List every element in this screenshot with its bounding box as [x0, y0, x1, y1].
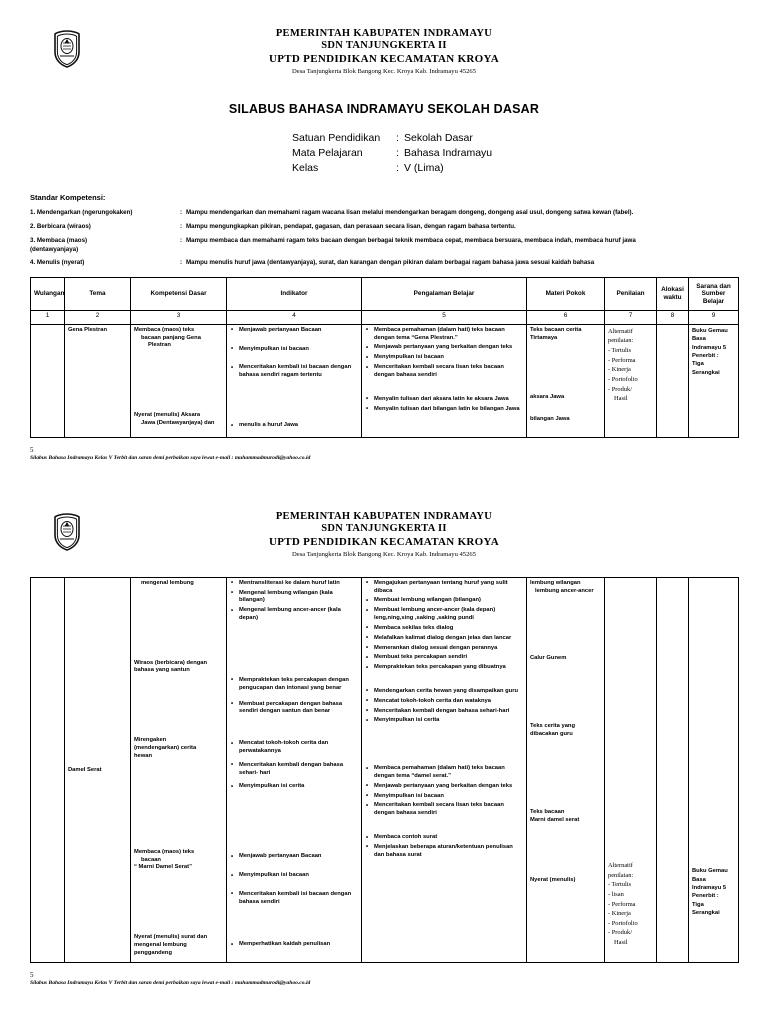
letterhead-address: Desa Tanjungkerta Blok Bangong Kec. Kroya Kab. Indramayu 45265 [292, 550, 476, 558]
pengalaman-list-4 [365, 834, 523, 859]
meta-row-mata-pelajaran [292, 146, 738, 161]
column-number: 1 [31, 310, 65, 324]
list-item: • Memerankan dialog sesuai dengan perannya [365, 645, 523, 653]
cell-materi-pokok [527, 577, 605, 962]
letterhead-line-3: UPTD PENDIDIKAN KECAMATAN KROYA [268, 52, 500, 65]
penilaian-list [608, 880, 653, 947]
letterhead-line-1: PEMERINTAH KABUPATEN INDRAMAYU [275, 510, 493, 522]
letterhead-line-1: PEMERINTAH KABUPATEN INDRAMAYU [275, 28, 493, 39]
list-item: • Membuat teks percakapan sendiri [365, 654, 523, 662]
list-item: • Menjawab pertanyaan yang berkaitan dengan teks [365, 344, 523, 352]
kd-line: Wiraos (berbicara) dengan [134, 659, 208, 666]
column-header-sarana-sumber-belajar: Sarana dan Sumber Belajar [689, 277, 739, 310]
indikator-list-4 [230, 853, 358, 906]
sk-description: Mampu menulis huruf jawa (dentawyanjaya), surat, dan karangan dengan pikiran dalam berbagai ragam bahasa jawa sesuai kaidah bahasa [186, 258, 595, 266]
kd-block [134, 849, 223, 872]
cell-tema [65, 577, 131, 962]
sarana-line: Buku Gemau [692, 327, 728, 334]
pengalaman-list-3 [365, 765, 523, 818]
sk-sub-note: (dentawyanjaya) [30, 245, 79, 253]
penilaian-item: - Kinerja [608, 366, 631, 374]
list-item: • Mencatat tokoh-tokoh cerita dan wataknya [365, 698, 523, 706]
column-number: 4 [227, 310, 362, 324]
list-item: • Melafalkan kalimat dialog dengan jelas dan lancar [365, 635, 523, 643]
footer-note: Silabus Bahasa Indramayu Kelas V Terbit dan saran demi perbaikan saya lewat e-mail : muhammadmurodi@yahoo.co.id [30, 454, 311, 461]
kd-line: mengenal lembung [134, 941, 187, 948]
column-header-penilaian: Penilaian [605, 277, 657, 310]
sk-separator: : [180, 222, 183, 230]
letterhead-page-2 [30, 511, 738, 563]
kd-line: Membaca (maos) teks [134, 848, 195, 855]
penilaian-item: Hasil [614, 938, 628, 946]
list-item: • Menceritakan kembali isi bacaan dengan bahasa sendiri ragam tertentu [230, 364, 358, 380]
meta-label: Satuan Pendidikan [292, 131, 381, 144]
list-item: • Mencatat tokoh-tokoh cerita dan perwatakannya [230, 740, 358, 756]
sarana-line: Serangkai [692, 369, 720, 376]
indikator-spacer [230, 911, 358, 941]
penilaian-item: - lisan [608, 890, 624, 898]
sarana-line: Buku Gemau [692, 868, 728, 875]
cell-pengalaman-belajar [362, 324, 527, 437]
list-item: • Membaca contoh surat [365, 834, 523, 842]
list-item: • Mempraktekan teks percakapan dengan pengucapan dan intonasi yang benar [230, 677, 358, 693]
pengalaman-spacer [365, 727, 523, 765]
list-item: • Mengenal lembung ancer-ancer (kala depan) [230, 607, 358, 623]
kd-line: Jawa (Dentawyanjaya) dan [141, 420, 215, 427]
list-item: • Menyalin tulisan dari bilangan latin ke bilangan Jawa [365, 406, 523, 414]
sarana-line: Indramayu 5 [692, 885, 727, 892]
column-number: 5 [362, 310, 527, 324]
list-item: • Menyimpulkan isi cerita [365, 717, 523, 725]
materi-line: Calur Gunem [530, 655, 567, 662]
kd-line: Mirengaken [134, 737, 167, 744]
indikator-spacer [230, 793, 358, 853]
meta-separator: : [396, 162, 399, 175]
cell-materi-pokok [527, 324, 605, 437]
kd-line: bacaan panjang Gena [141, 334, 201, 341]
list-item: • Menjawab pertanyaan yang berkaitan dengan teks [365, 783, 523, 791]
materi-line: aksara Jawa [530, 394, 565, 401]
cell-kompetensi-dasar [131, 324, 227, 437]
table-number-row [31, 310, 739, 324]
materi-spacer [530, 663, 601, 723]
kd-spacer [134, 590, 223, 660]
sarana-line: Penerbit : [692, 353, 719, 360]
kd-block [134, 580, 223, 588]
penilaian-heading-line: penilaian: [608, 871, 634, 879]
penilaian-heading-line: Alternatif [608, 327, 633, 335]
list-item: • Menyimpulkan isi bacaan [230, 872, 358, 880]
footer-page-number: 5 [30, 445, 34, 454]
list-item: • Mengajukan pertanyaan tentang huruf yang sulit dibaca [365, 580, 523, 596]
standar-kompetensi-title: Standar Kompetensi: [30, 192, 106, 202]
list-item: • Menyalin tulisan dari aksara latin ke aksara Jawa [365, 396, 523, 404]
letterhead-line-3: UPTD PENDIDIKAN KECAMATAN KROYA [268, 535, 500, 548]
indikator-list-5 [230, 941, 358, 949]
materi-spacer [530, 402, 601, 416]
materi-line: Marni damel serat [530, 816, 580, 823]
list-item: • Menceritakan kembali dengan bahasa sehari- hari [230, 762, 358, 778]
list-item: • Menjelaskan beberapa aturan/ketentuan penulisan dan bahasa surat [365, 844, 523, 860]
meta-value: Bahasa Indramayu [404, 147, 493, 160]
column-header-indikator: Indikator [227, 277, 362, 310]
silabus-table-page-1 [30, 277, 739, 438]
cell-alokasi-waktu [657, 324, 689, 437]
indikator-list-2 [230, 677, 358, 716]
list-item: • Membaca pemahaman (dalam hati) teks bacaan dengan tema “Gena Plestran.” [365, 327, 523, 343]
tema-value: Gena Plestran [68, 326, 107, 333]
list-item: • Menceritakan kembali secara lisan teks bacaan dengan bahasa sendiri [365, 802, 523, 818]
column-header-materi-pokok: Materi Pokok [527, 277, 605, 310]
meta-separator: : [396, 147, 399, 160]
footer-page-number: 5 [30, 970, 34, 979]
penilaian-item: - Kinerja [608, 910, 631, 918]
materi-spacer [530, 595, 601, 655]
kd-line: penggandeng [134, 949, 172, 956]
list-item: • Membuat lembung ancer-ancer (kala depan) leng,ning,sing ,saking ,saking pundi [365, 607, 523, 623]
list-item: • Membuat lembung wilangan (bilangan) [365, 597, 523, 605]
sarana-line: Indramayu 5 [692, 344, 727, 351]
column-header-kompetensi-dasar: Kompetensi Dasar [131, 277, 227, 310]
indikator-list-1 [230, 580, 358, 623]
document-page-1 [0, 0, 768, 461]
cell-sarana-sumber [689, 577, 739, 962]
page-title: SILABUS BAHASA INDRAMAYU SEKOLAH DASAR [228, 101, 540, 116]
list-item: • Mendengarkan cerita hewan yang disampaikan guru [365, 688, 523, 696]
indikator-list [230, 327, 358, 380]
column-header-wulangan: Wulangan [31, 277, 65, 310]
sarana-line: Serangkai [692, 910, 720, 917]
column-number: 8 [657, 310, 689, 324]
meta-row-satuan-pendidikan [292, 131, 738, 146]
penilaian-item: Hasil [614, 395, 628, 403]
penilaian-item: - Portofolio [608, 375, 638, 383]
standar-kompetensi-item [30, 259, 738, 267]
letterhead-address: Desa Tanjungkerta Blok Bangong Kec. Kroya Kab. Indramayu 45265 [292, 67, 476, 75]
indikator-list-2 [230, 422, 358, 430]
meta-value: V (Lima) [404, 162, 444, 175]
list-item: • Menyimpulkan isi cerita [230, 783, 358, 791]
column-number: 6 [527, 310, 605, 324]
kd-spacer [134, 763, 223, 849]
kd-line: Nyerat (menulis) surat dan [134, 934, 208, 941]
penilaian-item: - Performa [608, 356, 636, 364]
list-item: • Menyimpulkan isi bacaan [230, 346, 358, 354]
kd-line: “ Marni Damel Serat” [134, 864, 192, 871]
cell-alokasi-waktu [657, 577, 689, 962]
sarana-list [692, 867, 735, 959]
list-item: • Memperhatikan kaidah penulisan [230, 941, 358, 949]
sk-number: 4. Menulis (nyerat) [30, 258, 85, 266]
kd-block [134, 934, 223, 957]
materi-line: Teks bacaan [530, 808, 565, 815]
materi-line: lembung ancer-ancer [535, 587, 594, 594]
materi-spacer [530, 739, 601, 809]
kd-line: hewan [134, 752, 153, 759]
list-item: • Membaca sekilas teks dialog [365, 625, 523, 633]
table-row [31, 324, 739, 437]
column-number: 7 [605, 310, 657, 324]
list-item: • Menceritakan kembali isi bacaan dengan bahasa sendiri [230, 891, 358, 907]
penilaian-block [608, 861, 653, 959]
table-row [31, 577, 739, 962]
kd-line: Plestran [148, 342, 171, 349]
document-page-2 [0, 461, 768, 986]
penilaian-item: - Tertulis [608, 881, 632, 889]
penilaian-item: - Portofolio [608, 919, 638, 927]
pengalaman-list-1 [365, 580, 523, 672]
indikator-spacer [230, 400, 358, 422]
list-item: • Menjawab pertanyaan Bacaan [230, 327, 358, 335]
materi-spacer [530, 342, 601, 394]
list-item: • Membuat percakapan dengan bahasa sendiri dengan santun dan benar [230, 701, 358, 717]
kd-block [134, 327, 223, 350]
sarana-line: Penerbit : [692, 893, 719, 900]
meta-row-kelas [292, 161, 738, 176]
materi-line: lembung wilangan [530, 579, 581, 586]
cell-tema [65, 324, 131, 437]
cell-kompetensi-dasar [131, 577, 227, 962]
penilaian-item: - Produk/ [608, 385, 632, 393]
sk-description: Mampu membaca dan memahami ragam teks bacaan dengan berbagai teknik membaca cepat, membaca bersuara, membaca indah, membaca huruf jawa [186, 236, 636, 244]
school-crest-icon [52, 30, 82, 68]
meta-value: Sekolah Dasar [404, 131, 473, 144]
sarana-line: Basa [692, 336, 706, 343]
kd-block [134, 412, 223, 428]
pengalaman-spacer [365, 674, 523, 688]
kd-spacer [134, 677, 223, 737]
sk-separator: : [180, 236, 183, 244]
indikator-list-3 [230, 740, 358, 791]
meta-label: Kelas [292, 162, 319, 175]
tema-value: Damel Serat [68, 766, 102, 773]
kd-line: bacaan [141, 856, 161, 863]
list-item: • Mempraktekan teks percakapan yang dibuatnya [365, 664, 523, 672]
meta-separator: : [396, 131, 399, 144]
sk-separator: : [180, 208, 183, 216]
kd-spacer [134, 874, 223, 934]
kd-line: mengenal lembung [141, 579, 194, 586]
indikator-spacer [230, 718, 358, 740]
list-item: • Menyimpulkan isi bacaan [365, 354, 523, 362]
list-item: • Menyimpulkan isi bacaan [365, 793, 523, 801]
cell-sarana-sumber [689, 324, 739, 437]
list-item: • Menjawab pertanyaan Bacaan [230, 853, 358, 861]
sk-number: 2. Berbicara (wiraos) [30, 222, 91, 230]
page-footer-1 [30, 446, 738, 461]
sarana-line: Tiga [692, 361, 704, 368]
kd-line: Nyerat (menulis) Aksara [134, 412, 201, 419]
cell-penilaian [605, 577, 657, 962]
indikator-spacer [230, 625, 358, 677]
penilaian-item: - Performa [608, 900, 636, 908]
sarana-line: Basa [692, 876, 706, 883]
kd-spacer [134, 352, 223, 412]
cell-indikator [227, 577, 362, 962]
pengalaman-list-2 [365, 396, 523, 414]
materi-line: Teks cerita yang [530, 723, 576, 730]
list-item: • Membaca pemahaman (dalam hati) teks bacaan dengan tema “damel serat.” [365, 765, 523, 781]
kd-block [134, 737, 223, 760]
letterhead-line-2: SDN TANJUNGKERTA II [321, 40, 447, 52]
materi-line: Tirtamaya [530, 334, 558, 341]
penilaian-heading-line: Alternatif [608, 862, 633, 870]
list-item: • menulis a huruf Jawa [230, 422, 358, 430]
silabus-table-page-2 [30, 577, 739, 963]
sk-number: 3. Membaca (maos) [30, 236, 88, 244]
sk-description: Mampu mendengarkan dan memahami ragam wacana lisan melalui mendengarkan beragam dongeng, dongeng asal usul, dongeng satwa kewan (fabel). [186, 208, 634, 216]
column-header-tema: Tema [65, 277, 131, 310]
table-header-row [31, 277, 739, 310]
standar-kompetensi-item [30, 223, 738, 231]
meta-label: Mata Pelajaran [292, 147, 363, 160]
penilaian-list [608, 346, 653, 404]
column-number: 9 [689, 310, 739, 324]
sk-description: Mampu mengungkapkan pikiran, pendapat, gagasan, dan perasaan secara lisan, dengan ragam bahasa tertentu. [186, 222, 516, 230]
column-number: 2 [65, 310, 131, 324]
standar-kompetensi-item [30, 237, 738, 245]
pengalaman-list [365, 327, 523, 380]
letterhead-line-2: SDN TANJUNGKERTA II [321, 523, 447, 535]
document-meta [30, 131, 738, 177]
kd-line: bahasa yang santun [134, 667, 190, 674]
cell-penilaian [605, 324, 657, 437]
sarana-line: Tiga [692, 901, 704, 908]
page-footer-2 [30, 971, 738, 986]
school-crest-icon [52, 513, 82, 551]
penilaian-heading-line: penilaian: [608, 337, 634, 345]
cell-wulangan [31, 577, 65, 962]
column-header-alokasi-waktu: Alokasi waktu [657, 277, 689, 310]
materi-line: bilangan Jawa [530, 416, 570, 423]
list-item: • Mengenal lembung wilangan (kala bilangan) [230, 590, 358, 606]
cell-wulangan [31, 324, 65, 437]
column-number: 3 [131, 310, 227, 324]
kd-block [134, 660, 223, 676]
cell-indikator [227, 324, 362, 437]
column-header-pengalaman-belajar: Pengalaman Belajar [362, 277, 527, 310]
list-item: • Menceritakan kembali secara lisan teks bacaan dengan bahasa sendiri [365, 364, 523, 380]
kd-line: (mendengarkan) cerita [134, 745, 197, 752]
materi-line: Nyerat (menulis) [530, 876, 576, 883]
standar-kompetensi-item [30, 209, 738, 217]
materi-line: dibacakan guru [530, 731, 573, 738]
materi-spacer [530, 825, 601, 877]
kd-line: Membaca (maos) teks [134, 326, 195, 333]
sk-separator: : [180, 258, 183, 266]
list-item: • Menceritakan kembali dengan bahasa sehari-hari [365, 708, 523, 716]
pengalaman-list-2 [365, 688, 523, 725]
sarana-list [692, 327, 735, 377]
penilaian-item: - Tertulis [608, 347, 632, 355]
cell-pengalaman-belajar [362, 577, 527, 962]
standar-kompetensi-list [30, 209, 738, 267]
footer-note: Silabus Bahasa Indramayu Kelas V Terbit dan saran demi perbaikan saya lewat e-mail : muhammadmurodi@yahoo.co.id [30, 979, 311, 986]
pengalaman-spacer [365, 382, 523, 396]
penilaian-item: - Produk/ [608, 929, 632, 937]
sk-number: 1. Mendengarkan (ngerungokaken) [30, 208, 133, 216]
list-item: • Mentransliterasi ke dalam huruf latin [230, 580, 358, 588]
pengalaman-spacer [365, 820, 523, 834]
materi-line: Teks bacaan cerita [530, 326, 582, 333]
letterhead [30, 28, 738, 80]
